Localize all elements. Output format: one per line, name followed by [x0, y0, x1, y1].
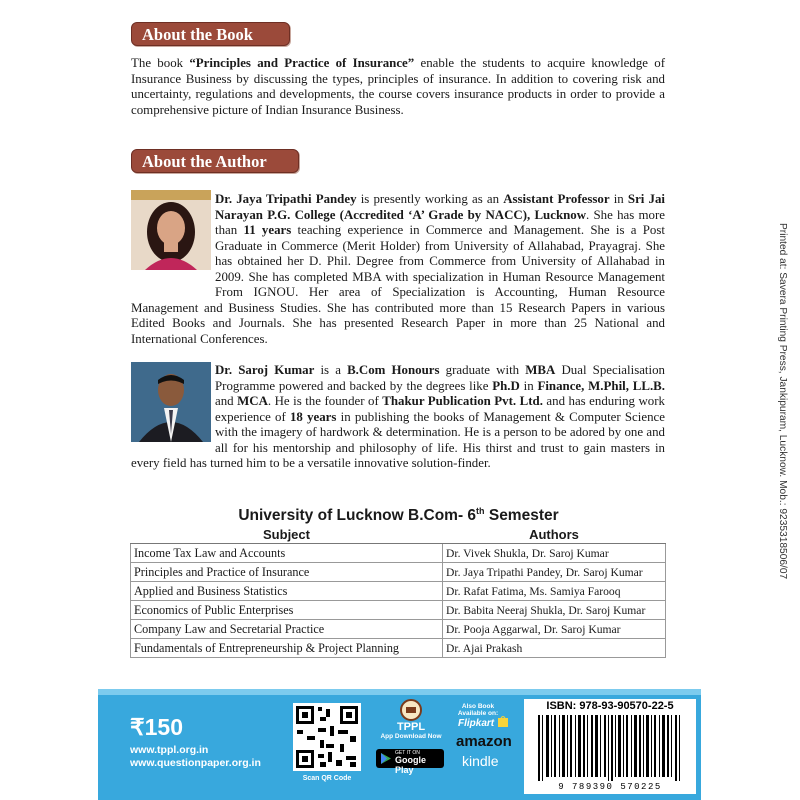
google-play-icon [380, 752, 392, 765]
tppl-app-block [376, 699, 446, 741]
table-row: Company Law and Secretarial Practice Dr. Pooja Aggarwal, Dr. Saroj Kumar [131, 620, 666, 639]
kindle-logo[interactable]: kindle [462, 753, 499, 769]
qr-code[interactable] [293, 703, 361, 771]
website-link-2[interactable]: www.questionpaper.org.in [130, 757, 261, 769]
isbn-number: ISBN: 978-93-90570-22-5 [546, 700, 674, 712]
price: ₹150 [130, 714, 184, 740]
printer-note: Printed at: Savera Printing Press, Jankipuram, Lucknow. Mob.: 9235318506/07 [777, 223, 788, 580]
author2-bio: Dr. Saroj Kumar is a B.Com Honours graduate with MBA Dual Specialisation Programme powered and backed by the degrees like Ph.D in Finance, M.Phil, LL.B. and MCA. He is the founder of Thakur Publication Pvt. Ltd. and has enduring work experience of 18 years in publishing the books of Management & Computer Science with the imagery of hardwork & determination. He is a person to be adored by one and all for his mentorship and philosophy of life. His thirst and trust to gain masters in every field has turned him to be a versatile innovative solution-finder. [131, 363, 665, 470]
about-book-heading: About the Book [131, 22, 290, 46]
flipkart-logo[interactable]: Flipkart [458, 715, 509, 729]
available-on-label: Also Book Available on: [457, 703, 499, 717]
table-row: Income Tax Law and Accounts Dr. Vivek Shukla, Dr. Saroj Kumar [131, 544, 666, 563]
book-title: “Principles and Practice of Insurance” [189, 56, 415, 70]
table-row: Applied and Business Statistics Dr. Rafat Fatima, Ms. Samiya Farooq [131, 582, 666, 601]
table-row: Fundamentals of Entrepreneurship & Project Planning Dr. Ajai Prakash [131, 639, 666, 658]
header-authors: Authors [443, 526, 666, 544]
tppl-logo-icon [399, 699, 423, 721]
about-author-heading: About the Author [131, 149, 299, 173]
isbn-barcode [524, 699, 696, 794]
table-row: Economics of Public Enterprises Dr. Babita Neeraj Shukla, Dr. Saroj Kumar [131, 601, 666, 620]
footer-band [98, 689, 701, 800]
header-subject: Subject [131, 526, 443, 544]
subject-table [130, 526, 666, 658]
google-play-button[interactable]: GET IT ON Google Play [376, 749, 444, 768]
barcode-digits: 9 789390 570225 [558, 782, 662, 792]
website-link-1[interactable]: www.tppl.org.in [130, 744, 209, 756]
qr-label: Scan QR Code [302, 775, 352, 782]
about-book-text: The book “Principles and Practice of Insurance” enable the students to acquire knowledge of Insurance Business by discussing the types, principles of insurance. In addition to covering risk and uncertainty, regulations and developments, the course covers insurance products in order to provide a comprehensive picture of Indian Insurance Business. [131, 56, 665, 117]
footer-top-stripe [98, 689, 701, 695]
amazon-logo[interactable]: amazon [456, 733, 512, 750]
app-subtitle: App Download Now [380, 733, 442, 740]
flipkart-bag-icon [497, 715, 509, 728]
app-name: TPPL [396, 721, 426, 733]
table-title: University of Lucknow B.Com- 6th Semester [238, 506, 559, 525]
barcode-icon [524, 713, 696, 783]
table-row: Principles and Practice of Insurance Dr. Jaya Tripathi Pandey, Dr. Saroj Kumar [131, 563, 666, 582]
author1-bio: Dr. Jaya Tripathi Pandey is presently working as an Assistant Professor in Sri Jai Narayan P.G. College (Accredited ‘A’ Grade by NACC), Lucknow. She has more than 11 years teaching experience in Commerce and Management. She is a Post Graduate in Commerce (Merit Holder) from University of Allahabad, Prayagraj. She has obtained her D. Phil. Degree from Commerce from University of Allahabad in 2009. She has completed MBA with specialization in Human Resource Management From IGNOU. Her area of Specialization is Accounting, Human Resource Management and Business Studies. She has contributed more than 15 Research Papers in various Edited Books and Journals. She has presented Research Paper in more than 25 National and International Conferences. [131, 192, 666, 346]
